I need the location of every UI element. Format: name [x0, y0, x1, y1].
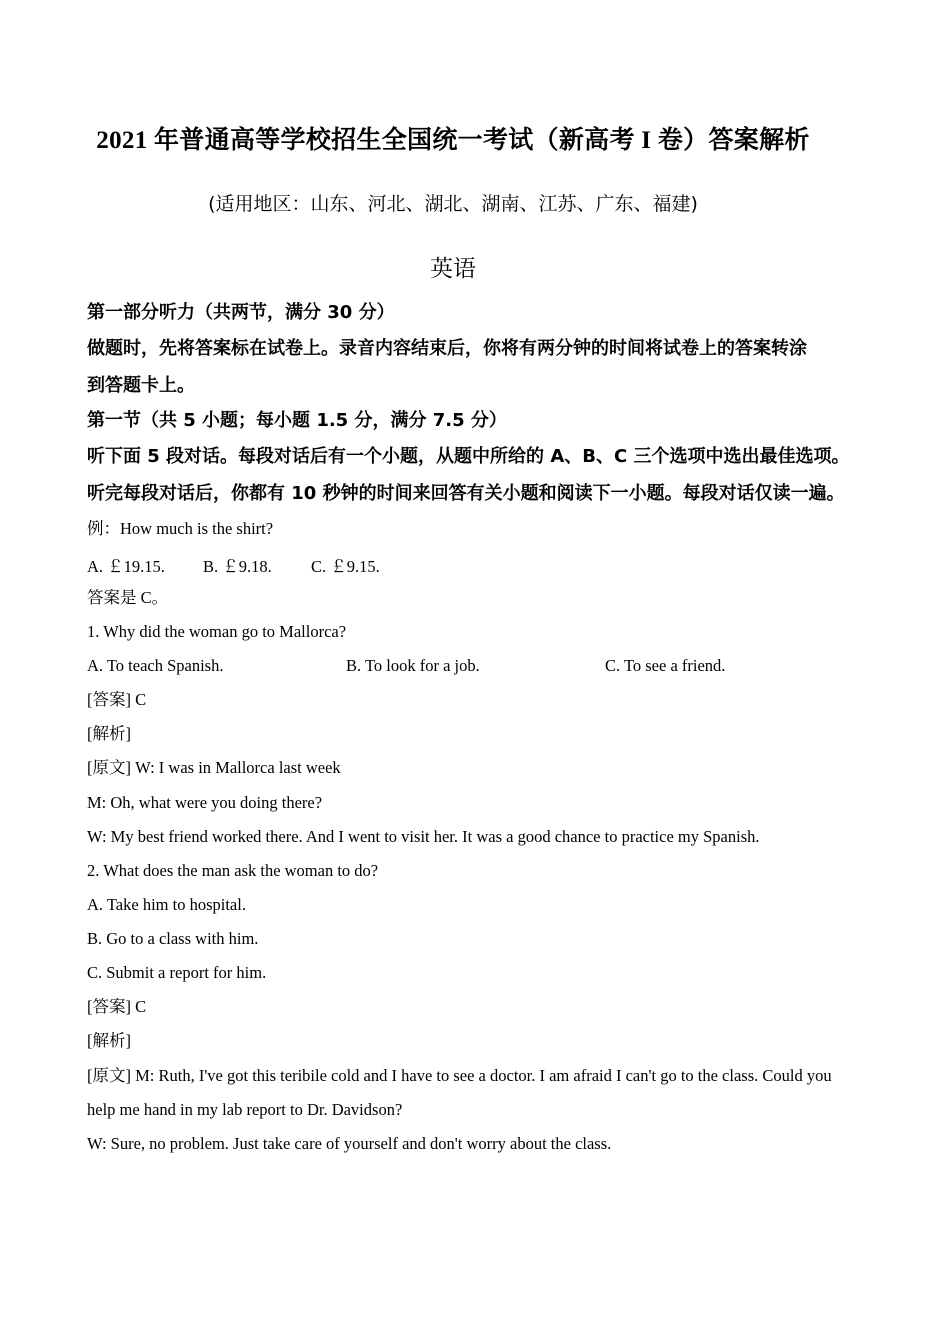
q1-answer: [答案] C [87, 690, 147, 709]
section1-instruction-line1: 听下面 5 段对话。每段对话后有一个小题，从题中所给的 A、B、C 三个选项中选出最佳选项。 [87, 446, 850, 467]
part1-heading: 第一部分听力（共两节，满分 30 分） [87, 302, 395, 323]
q1-question: 1. Why did the woman go to Mallorca? [87, 622, 347, 641]
example-option-c: C. ￡9.15. [311, 557, 380, 576]
part1-instruction-line1: 做题时，先将答案标在试卷上。录音内容结束后，你将有两分钟的时间将试卷上的答案转涂 [87, 338, 807, 359]
q1-option-c: C. To see a friend. [605, 656, 726, 675]
q1-option-b: B. To look for a job. [346, 656, 480, 675]
q2-question: 2. What does the man ask the woman to do? [87, 861, 379, 880]
document-title: 2021 年普通高等学校招生全国统一考试（新高考 I 卷）答案解析 [96, 127, 810, 154]
q2-transcript-line: [原文] M: Ruth, I've got this teribile cold and I have to see a doctor. I am afraid I can't go to the class. Could you [87, 1066, 832, 1085]
q1-option-a: A. To teach Spanish. [87, 656, 224, 675]
q1-transcript-line: W: My best friend worked there. And I went to visit her. It was a good chance to practice my Spanish. [87, 827, 760, 846]
q1-transcript-line: [原文] W: I was in Mallorca last week [87, 758, 341, 777]
q1-transcript-line: M: Oh, what were you doing there? [87, 793, 323, 812]
q2-option-c: C. Submit a report for him. [87, 963, 267, 982]
part1-instruction-line2: 到答题卡上。 [87, 375, 195, 396]
section1-heading: 第一节（共 5 小题；每小题 1.5 分，满分 7.5 分） [87, 410, 507, 431]
q2-transcript-line: help me hand in my lab report to Dr. Davidson? [87, 1100, 403, 1119]
subject-heading: 英语 [430, 256, 476, 282]
q2-analysis-label: [解析] [87, 1031, 131, 1050]
section1-instruction-line2: 听完每段对话后，你都有 10 秒钟的时间来回答有关小题和阅读下一小题。每段对话仅读一遍。 [87, 483, 845, 504]
q2-answer: [答案] C [87, 997, 147, 1016]
example-option-b: B. ￡9.18. [203, 557, 272, 576]
example-question: 例：How much is the shirt? [87, 519, 274, 538]
example-option-a: A. ￡19.15. [87, 557, 165, 576]
q1-analysis-label: [解析] [87, 724, 131, 743]
q2-transcript-line: W: Sure, no problem. Just take care of yourself and don't worry about the class. [87, 1134, 612, 1153]
applicable-regions: (适用地区：山东、河北、湖北、湖南、江苏、广东、福建) [208, 193, 698, 215]
q2-option-a: A. Take him to hospital. [87, 895, 246, 914]
example-answer: 答案是 C。 [87, 588, 169, 607]
q2-option-b: B. Go to a class with him. [87, 929, 259, 948]
